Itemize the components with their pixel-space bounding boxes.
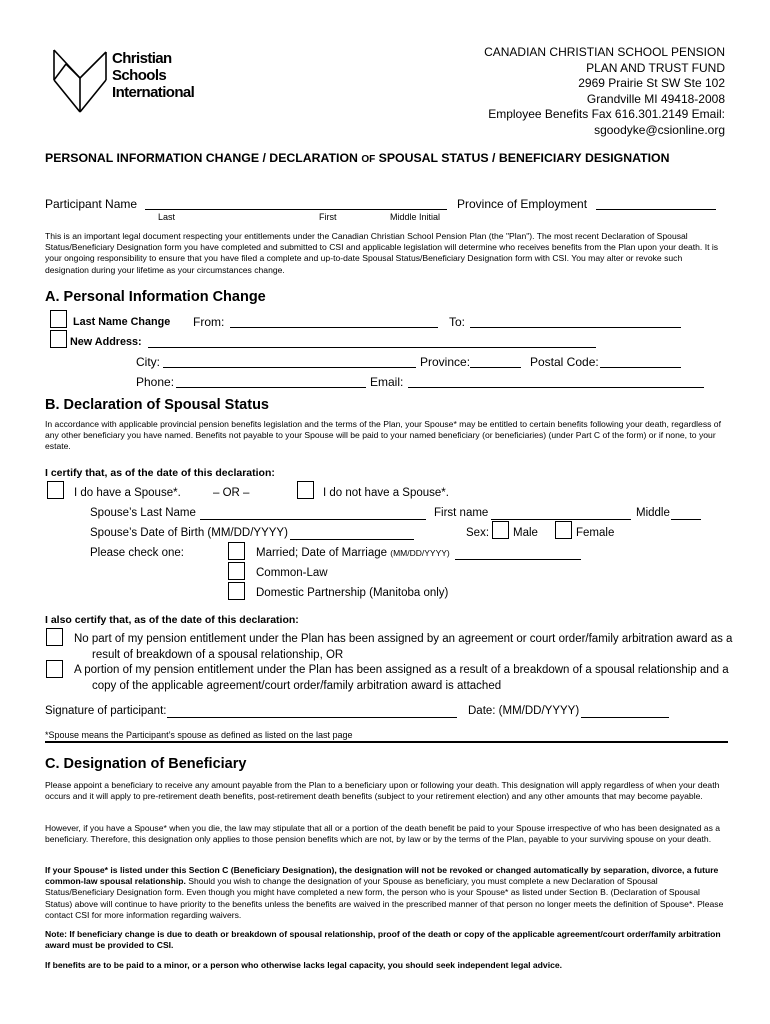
from-label: From:: [193, 315, 225, 329]
org-line-2: PLAN AND TRUST FUND: [586, 60, 725, 75]
common-law-checkbox[interactable]: [228, 562, 245, 580]
spouse-first-name-field[interactable]: [491, 519, 631, 520]
form-title: [45, 151, 669, 165]
province-employment-label: Province of Employment: [457, 197, 588, 211]
csi-logo: [52, 48, 212, 114]
province-field[interactable]: [470, 367, 521, 368]
logo-line-2: Schools: [112, 67, 167, 84]
new-address-checkbox[interactable]: [50, 330, 67, 348]
portion-assigned-text-2: copy of the applicable agreement/court order/family arbitration award is attached: [92, 680, 502, 692]
section-c-note: Note: If beneficiary change is due to death or breakdown of spousal relationship, proof of the death or copy of the applicable agreement/court order/family arbitration award must be provided to CSI.: [45, 929, 721, 951]
certify-1-label: I certify that, as of the date of this declaration:: [45, 467, 275, 479]
married-date-format: (MM/DD/YYYY): [390, 548, 450, 558]
participant-sub-first: First: [319, 212, 337, 222]
spouse-first-name-label: First name: [434, 507, 489, 519]
signature-field[interactable]: [167, 717, 457, 718]
check-one-label: Please check one:: [90, 547, 184, 559]
org-line-6: sgoodyke@csionline.org: [594, 122, 725, 137]
logo-line-1: Christian: [112, 50, 172, 67]
last-name-change-checkbox[interactable]: [50, 310, 67, 328]
section-c-paragraph-3: [45, 865, 725, 921]
title-part-2: OF: [361, 154, 376, 165]
have-spouse-checkbox[interactable]: [47, 481, 64, 499]
spouse-footnote: *Spouse means the Participant’s spouse as defined as listed on the last page: [45, 730, 353, 740]
org-line-3: 2969 Prairie St SW Ste 102: [578, 76, 725, 91]
spouse-middle-label: Middle: [636, 507, 670, 519]
common-law-label: Common-Law: [256, 567, 328, 579]
province-label: Province:: [420, 355, 471, 369]
title-part-1: PERSONAL INFORMATION CHANGE / DECLARATION: [45, 151, 362, 165]
title-part-3: SPOUSAL STATUS / BENEFICIARY DESIGNATION: [375, 151, 670, 165]
marriage-date-field[interactable]: [455, 559, 581, 560]
have-spouse-label: I do have a Spouse*.: [74, 487, 181, 499]
city-label: City:: [136, 355, 160, 369]
participant-sub-last: Last: [158, 212, 176, 222]
phone-field[interactable]: [176, 387, 366, 388]
section-c-paragraph-3-rest: Should you wish to change the designation of your Spouse as beneficiary, you must complete a new Declaration of Spousal Status/Beneficiary Designation form. Even though you might have completed a new form, the person who is your Spouse* as listed under Section B. (Declaration of Spousal Status) above will continue to have priority to the benefits unless the benefits are waived in the prescribed manner of that person no longer meets the definition of Spouse*. Please contact CSI for more information regarding waivers.: [45, 876, 724, 920]
domestic-partnership-label: Domestic Partnership (Manitoba only): [256, 587, 449, 599]
spouse-dob-label: Spouse’s Date of Birth (MM/DD/YYYY): [90, 527, 288, 539]
portion-assigned-text-1: A portion of my pension entitlement under the Plan has been assigned as a result of a breakdown of a spousal relationship and a: [74, 664, 729, 676]
org-address: [484, 45, 725, 139]
signature-label: Signature of participant:: [45, 705, 167, 717]
no-spouse-label: I do not have a Spouse*.: [323, 487, 449, 499]
section-divider: [45, 741, 728, 743]
section-c-heading: C. Designation of Beneficiary: [45, 756, 247, 772]
portion-assigned-checkbox[interactable]: [46, 660, 63, 678]
spouse-dob-field[interactable]: [290, 539, 414, 540]
province-employment-field[interactable]: [596, 209, 716, 210]
section-c-minor-note: If benefits are to be paid to a minor, or a person who otherwise lacks legal capacity, you should seek independent legal advice.: [45, 960, 563, 970]
domestic-partnership-checkbox[interactable]: [228, 582, 245, 600]
no-assignment-text-2: result of breakdown of a spousal relationship, OR: [92, 649, 344, 661]
org-line-5: Employee Benefits Fax 616.301.2149 Email:: [488, 107, 725, 122]
spouse-last-name-field[interactable]: [200, 519, 426, 520]
spouse-last-name-label: Spouse’s Last Name: [90, 507, 196, 519]
new-address-label: New Address:: [70, 336, 142, 348]
sex-label: Sex:: [466, 527, 490, 539]
from-field[interactable]: [230, 327, 438, 328]
postal-code-label: Postal Code:: [530, 355, 599, 369]
spouse-middle-field[interactable]: [671, 519, 701, 520]
email-label: Email:: [370, 375, 404, 389]
csi-logo-mark-icon: [52, 48, 110, 114]
phone-label: Phone:: [136, 375, 175, 389]
intro-paragraph: This is an important legal document respecting your entitlements under the Canadian Christian School Pension Plan (the "Plan"). The most recent Declaration of Spousal Status/Beneficiary Designation form you have completed and submitted to CSI and applicable legislation will determine who receives benefits from the Plan upon your death. It is your ongoing responsibility to ensure that you have filed a complete and up-to-date Spousal Status/Beneficiary Designation form with CSI. You may alter or revoke such designation during your lifetime as your circumstances change.: [45, 231, 719, 275]
new-address-field[interactable]: [148, 347, 596, 348]
or-separator: – OR –: [213, 487, 250, 499]
section-a-heading: A. Personal Information Change: [45, 289, 266, 305]
participant-sub-middle: Middle Initial: [390, 212, 441, 222]
city-field[interactable]: [163, 367, 416, 368]
org-line-1: CANADIAN CHRISTIAN SCHOOL PENSION: [484, 45, 725, 59]
last-name-change-label: Last Name Change: [73, 316, 171, 328]
certify-2-label: I also certify that, as of the date of this declaration:: [45, 614, 299, 626]
email-field[interactable]: [408, 387, 704, 388]
male-checkbox[interactable]: [492, 521, 509, 539]
logo-line-3: International: [112, 84, 195, 101]
female-label: Female: [576, 527, 615, 539]
to-label: To:: [449, 315, 466, 329]
female-checkbox[interactable]: [555, 521, 572, 539]
no-assignment-text-1: No part of my pension entitlement under the Plan has been assigned by an agreement or court order/family arbitration award as a: [74, 633, 733, 645]
section-c-paragraph-1: Please appoint a beneficiary to receive any amount payable from the Plan to a beneficiary upon or following your death. This designation will apply regardless of when your death occurs and it will apply to pre-retirement death benefits, post-retirement death benefits (subject to your retirement election) and any other amounts that may become payable.: [45, 780, 720, 802]
org-line-4: Grandville MI 49418-2008: [586, 91, 725, 106]
signature-date-label: Date: (MM/DD/YYYY): [468, 705, 580, 717]
to-field[interactable]: [470, 327, 681, 328]
section-b-intro: In accordance with applicable provincial pension benefits legislation and the terms of the Plan, your Spouse* may be entitled to certain benefits following your death, regardless of any other beneficiary you have named. Benefits not payable to your Spouse will be paid to your named beneficiary (or beneficiaries) (under Part C of the form) or if none, to your estate.: [45, 419, 721, 452]
married-checkbox[interactable]: [228, 542, 245, 560]
participant-name-label: Participant Name: [45, 197, 138, 211]
section-b-heading: B. Declaration of Spousal Status: [45, 397, 269, 413]
postal-code-field[interactable]: [600, 367, 681, 368]
section-c-paragraph-2: However, if you have a Spouse* when you die, the law may stipulate that all or a portion of the death benefit be paid to your Spouse irrespective of who has been designated as a beneficiary. Therefore, this designation only applies to those pension benefits which are not, by law or by the terms of the Plan, payable to your surviving spouse on your death.: [45, 823, 721, 845]
signature-date-field[interactable]: [581, 717, 669, 718]
married-label: [256, 547, 450, 559]
participant-name-field[interactable]: [145, 209, 447, 210]
married-text: Married; Date of Marriage: [256, 547, 388, 559]
section-c-paragraph-3-bold: If your Spouse* is listed under this Section C (Beneficiary Designation), the designation will not be revoked or changed automatically by separation, divorce, a future common-law spousal relationship.: [45, 865, 719, 887]
male-label: Male: [513, 527, 538, 539]
no-assignment-checkbox[interactable]: [46, 628, 63, 646]
no-spouse-checkbox[interactable]: [297, 481, 314, 499]
